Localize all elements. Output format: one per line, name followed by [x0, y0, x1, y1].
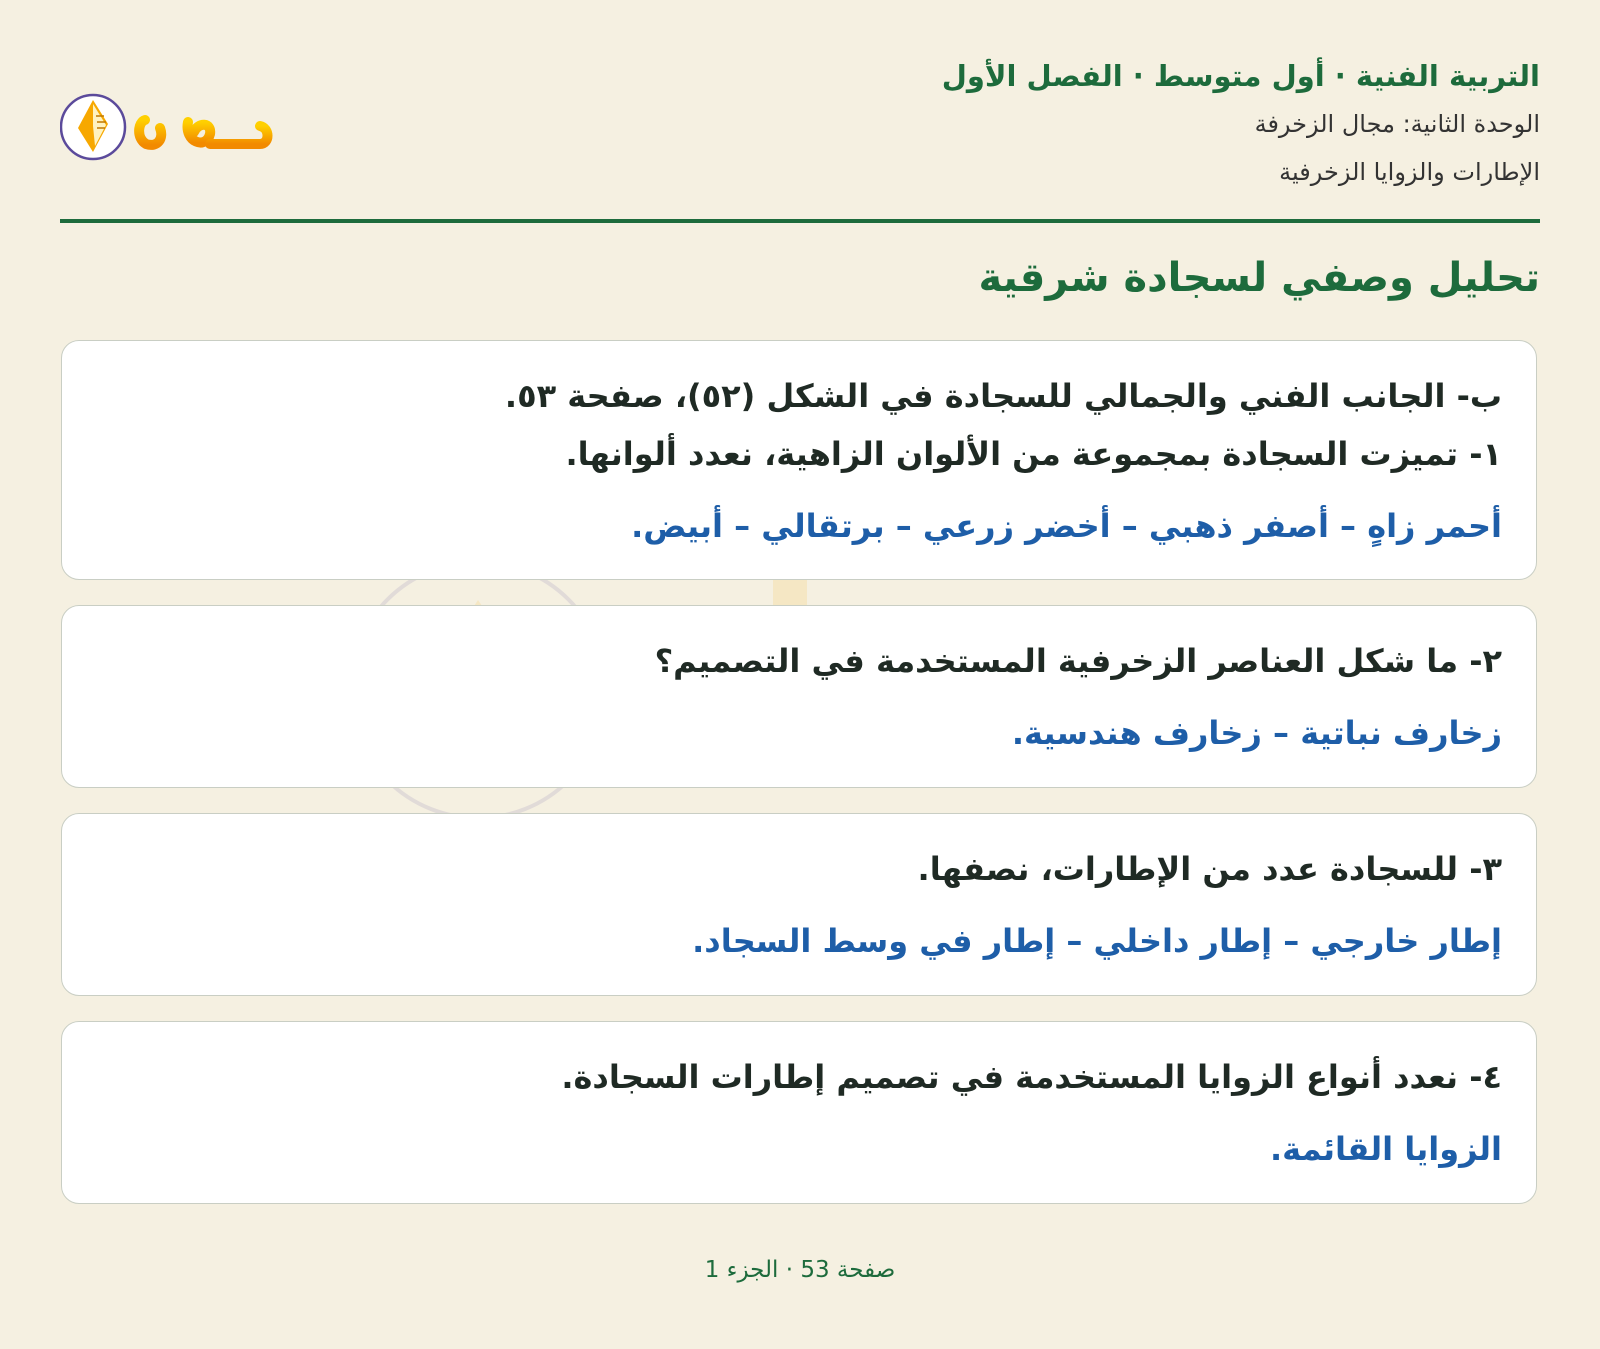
answer-text: أحمر زاهٍ – أصفر ذهبي – أخضر زرعي – برتقالي – أبيض. — [631, 507, 1502, 545]
question-card-2 — [61, 605, 1537, 788]
header-title: التربية الفنية · أول متوسط · الفصل الأول — [941, 59, 1540, 93]
header-lesson: الإطارات والزوايا الزخرفية — [1279, 158, 1540, 186]
question-text: ٤- نعدد أنواع الزوايا المستخدمة في تصميم إطارات السجادة. — [561, 1058, 1502, 1096]
question-text: ١- تميزت السجادة بمجموعة من الألوان الزاهية، نعدد ألوانها. — [565, 435, 1502, 473]
brand-lettering — [139, 88, 267, 145]
question-text: ب- الجانب الفني والجمالي للسجادة في الشكل (٥٢)، صفحة ٥٣. — [504, 377, 1502, 415]
header-unit: الوحدة الثانية: مجال الزخرفة — [1254, 110, 1540, 138]
header-divider — [60, 219, 1540, 223]
section-title: تحليل وصفي لسجادة شرقية — [978, 255, 1540, 301]
book-icon — [61, 95, 125, 159]
question-card-4 — [61, 1021, 1537, 1204]
answer-text: الزوايا القائمة. — [1270, 1130, 1502, 1168]
question-card-1 — [61, 340, 1537, 580]
question-card-3 — [61, 813, 1537, 996]
header — [640, 52, 1540, 196]
logo — [60, 82, 275, 172]
question-text: ٢- ما شكل العناصر الزخرفية المستخدمة في التصميم؟ — [654, 642, 1502, 680]
answer-text: إطار خارجي – إطار داخلي – إطار في وسط السجاد. — [692, 922, 1502, 960]
page-footer: صفحة 53 · الجزء 1 — [704, 1257, 896, 1283]
question-text: ٣- للسجادة عدد من الإطارات، نصفها. — [917, 850, 1502, 888]
answer-text: زخارف نباتية – زخارف هندسية. — [1011, 714, 1502, 752]
